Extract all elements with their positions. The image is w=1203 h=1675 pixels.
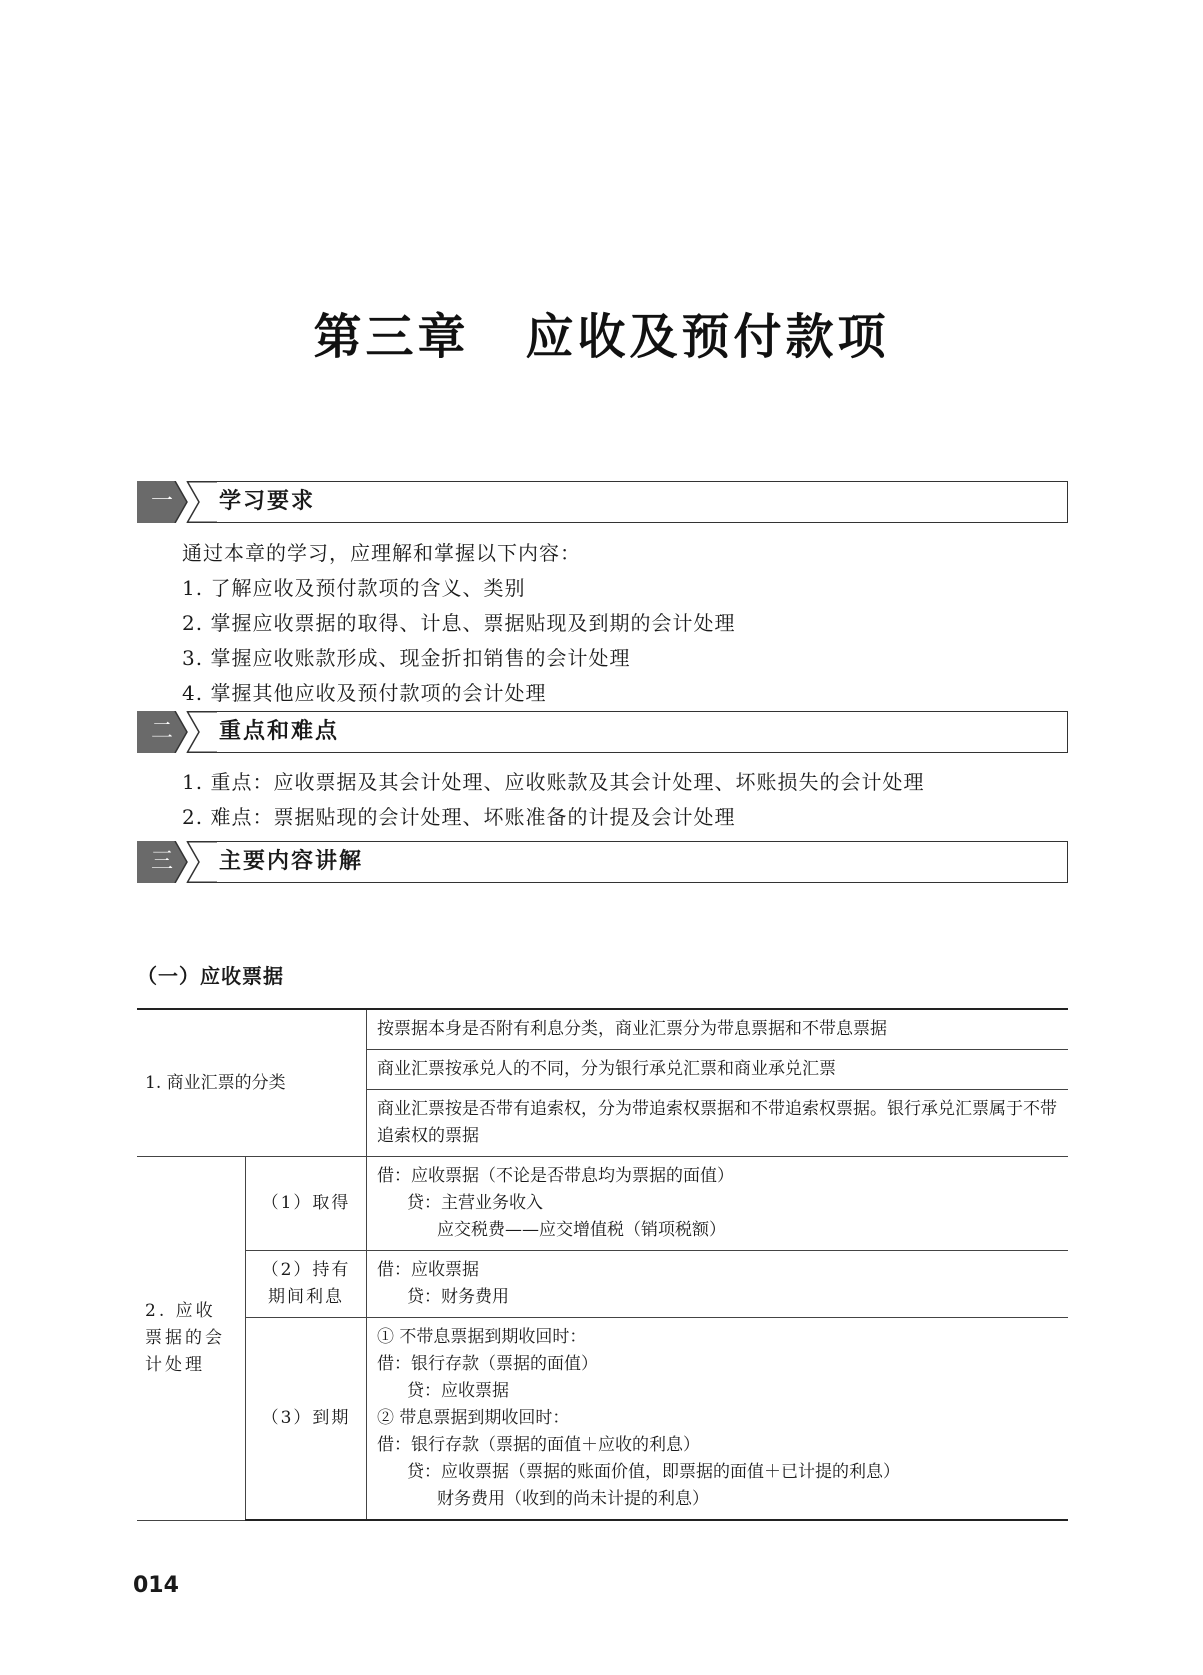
section-title: 主要内容讲解 [219,849,364,874]
table-row [137,1318,1068,1521]
entry-line: 贷：应收票据 [407,1381,509,1401]
section-header-1 [137,481,1068,523]
entry-line: 借：银行存款（票据的面值） [377,1354,598,1374]
entry-line: ① 不带息票据到期收回时： [377,1327,587,1347]
table-row [137,1009,1068,1050]
list-item: 1. 了解应收及预付款项的含义、类别 [182,576,526,600]
list-item: 1. 重点：应收票据及其会计处理、应收账款及其会计处理、坏账损失的会计处理 [182,770,925,794]
list-item: 2. 难点：票据贴现的会计处理、坏账准备的计提及会计处理 [182,805,736,829]
entry-line: ② 带息票据到期收回时： [377,1408,570,1428]
chapter-name: 应收及预付款项 [525,309,890,365]
section2-body [182,765,924,835]
entry-line: 贷：财务费用 [407,1287,509,1307]
table-row [137,1251,1068,1318]
section-title: 重点和难点 [219,719,340,744]
table-row [137,1157,1068,1251]
chapter-number: 第三章 [313,309,470,365]
table-cell: 按票据本身是否附有利息分类，商业汇票分为带息票据和不带息票据 [367,1009,1069,1050]
table-cell-sublabel: （1）取得 [246,1157,367,1251]
entry-line: 应交税费——应交增值税（销项税额） [437,1220,726,1240]
table-cell-label: 2. 应收票据的会计处理 [137,1157,246,1521]
table-cell-sublabel: （3）到期 [246,1318,367,1521]
entry-line: 贷：应收票据（票据的账面价值，即票据的面值＋已计提的利息） [407,1462,900,1482]
chapter-title [0,298,1203,367]
table-cell-sublabel: （2）持有期间利息 [246,1251,367,1318]
section-number: 三 [150,849,173,874]
entry-line: 贷：主营业务收入 [407,1193,543,1213]
list-item: 2. 掌握应收票据的取得、计息、票据贴现及到期的会计处理 [182,611,736,635]
list-item: 4. 掌握其他应收及预付款项的会计处理 [182,681,547,705]
list-item: 3. 掌握应收账款形成、现金折扣销售的会计处理 [182,646,631,670]
section-number: 一 [150,489,173,514]
section1-intro: 通过本章的学习，应理解和掌握以下内容： [182,541,581,565]
entry-line: 借：应收票据（不论是否带息均为票据的面值） [377,1166,734,1186]
table-cell [367,1318,1069,1521]
notes-receivable-table [137,1008,1068,1521]
section-number: 二 [150,719,173,744]
section-header-2 [137,711,1068,753]
entry-line: 财务费用（收到的尚未计提的利息） [437,1489,709,1509]
table-cell: 商业汇票按承兑人的不同，分为银行承兑汇票和商业承兑汇票 [367,1050,1069,1090]
table-cell: 商业汇票按是否带有追索权，分为带追索权票据和不带追索权票据。银行承兑汇票属于不带追索权的票据 [367,1090,1069,1157]
section1-body [182,536,735,711]
section-header-3 [137,841,1068,883]
entry-line: 借：银行存款（票据的面值＋应收的利息） [377,1435,700,1455]
entry-line: 借：应收票据 [377,1260,479,1280]
table-cell-label: 1. 商业汇票的分类 [137,1009,367,1157]
table-cell [367,1251,1069,1318]
table-cell [367,1157,1069,1251]
subsection-heading: （一）应收票据 [137,964,284,988]
section-title: 学习要求 [219,489,316,514]
page-number: 014 [133,1573,179,1598]
